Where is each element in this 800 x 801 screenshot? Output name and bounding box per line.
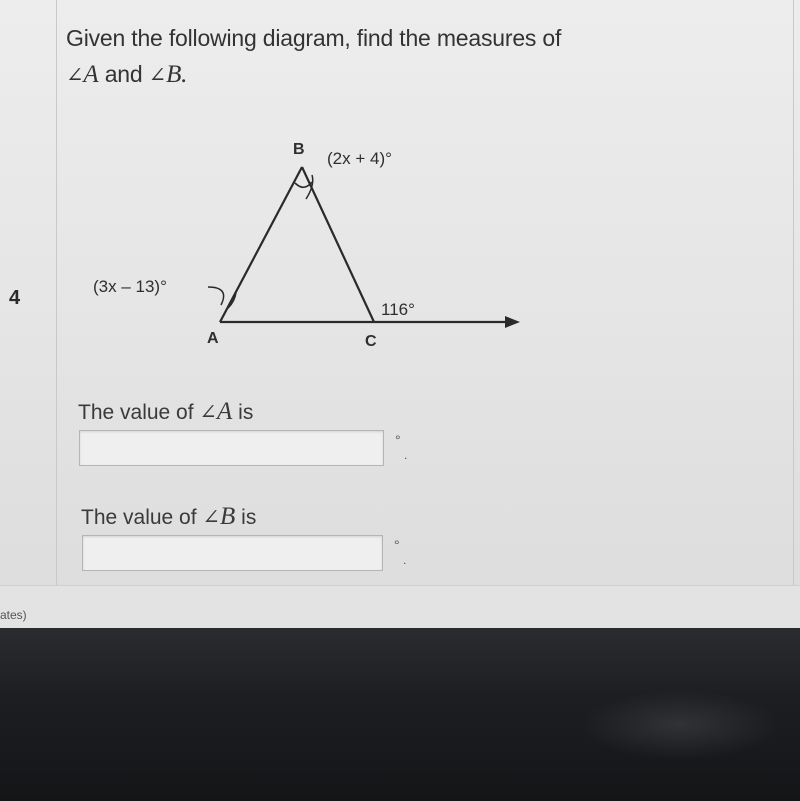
answer-a-angle: A	[217, 398, 233, 425]
angle-b-expression: (2x + 4)°	[327, 149, 392, 168]
angle-symbol-icon: ∠	[66, 63, 84, 87]
ray-arrowhead-icon	[505, 316, 520, 328]
answer-b-prefix: The value of	[81, 506, 197, 529]
angle-symbol-icon: ∠	[148, 63, 167, 87]
angle-a-answer-input[interactable]	[79, 430, 384, 466]
answer-a-period: .	[404, 448, 408, 462]
bezel-reflection	[580, 690, 780, 760]
triangle-figure	[80, 135, 540, 360]
angle-a-pointer	[208, 287, 224, 305]
answer-b-angle: B	[220, 503, 236, 530]
answer-a-label	[78, 398, 253, 426]
exterior-angle-c: 116°	[381, 300, 415, 319]
angle-symbol-icon: ∠	[202, 505, 221, 529]
answer-b-period: .	[403, 553, 407, 567]
answer-b-degree-unit: °	[394, 537, 400, 553]
footer-text: ates)	[0, 608, 27, 622]
answer-a-degree-unit: °	[395, 432, 401, 448]
answer-a-suffix: is	[238, 401, 254, 424]
angle-a-expression: (3x – 13)°	[93, 277, 167, 296]
vertex-b-label: B	[293, 141, 305, 158]
angle-b-name: B.	[166, 61, 188, 88]
question-number: 4	[9, 287, 21, 309]
prompt-line-2	[66, 56, 766, 93]
angle-a-name: A	[83, 61, 99, 88]
answer-a-prefix: The value of	[78, 401, 194, 424]
side-ab	[220, 167, 302, 322]
vertex-a-label: A	[207, 330, 219, 347]
vertex-c-label: C	[365, 333, 377, 350]
page-right-border	[793, 0, 800, 585]
angle-b-answer-input[interactable]	[82, 535, 383, 571]
page-bottom-strip	[0, 585, 800, 628]
answer-b-label	[81, 503, 256, 531]
question-prompt	[66, 20, 766, 93]
angle-symbol-icon: ∠	[199, 400, 218, 424]
answer-b-suffix: is	[241, 506, 257, 529]
prompt-line-1: Given the following diagram, find the measures of	[66, 25, 562, 51]
prompt-and: and	[104, 61, 143, 87]
triangle-diagram	[80, 135, 540, 360]
side-bc	[302, 167, 374, 322]
